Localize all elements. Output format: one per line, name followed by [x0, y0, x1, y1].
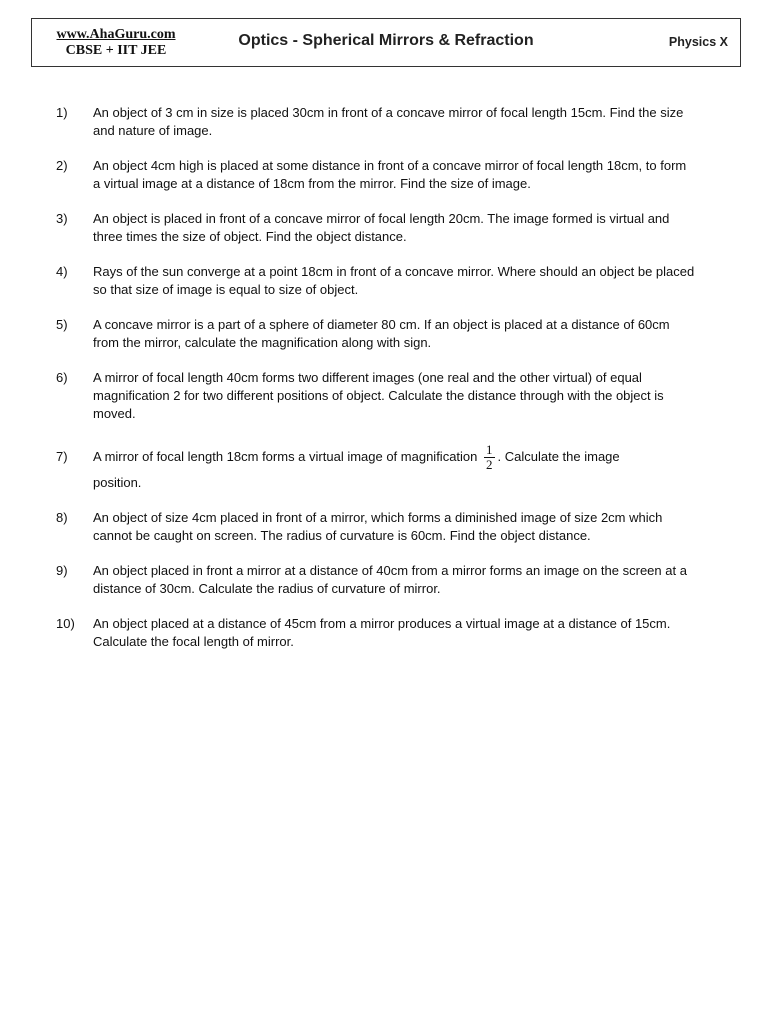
question-item	[56, 157, 696, 193]
question-text: An object placed at a distance of 45cm from a mirror produces a virtual image at a distance of 15cm. Calculate the focal length of mirror.	[93, 616, 671, 649]
question-item	[56, 615, 696, 651]
question-number: 4)	[56, 264, 68, 279]
question-number: 10)	[56, 616, 75, 631]
fraction-numerator: 1	[486, 442, 493, 458]
question-number: 8)	[56, 510, 68, 525]
question-item	[56, 369, 696, 423]
question-text: A concave mirror is a part of a sphere of diameter 80 cm. If an object is placed at a distance of 60cm from the mirror, calculate the magnification along with sign.	[93, 317, 670, 350]
question-number: 6)	[56, 370, 68, 385]
question-number: 9)	[56, 563, 68, 578]
question-text: . Calculate the image	[497, 449, 620, 464]
question-text: An object of size 4cm placed in front of a mirror, which forms a diminished image of size 2cm which cannot be caught on screen. The radius of curvature is 60cm. Find the object distance.	[93, 510, 663, 543]
question-number: 2)	[56, 158, 68, 173]
question-list	[56, 104, 696, 668]
brand-subtitle: CBSE + IIT JEE	[65, 43, 167, 58]
question-item	[56, 440, 696, 492]
question-number: 3)	[56, 211, 68, 226]
question-text: An object placed in front a mirror at a distance of 40cm from a mirror forms an image on the screen at a distance of 30cm. Calculate the radius of curvature of mirror.	[93, 563, 687, 596]
question-text: An object of 3 cm in size is placed 30cm in front of a concave mirror of focal length 15cm. Find the size and nature of image.	[93, 105, 684, 138]
question-text: An object is placed in front of a concave mirror of focal length 20cm. The image formed is virtual and three times the size of object. Find the object distance.	[93, 211, 670, 244]
question-text: A mirror of focal length 40cm forms two different images (one real and the other virtual) of equal magnification 2 for two different positions of object. Calculate the distance through with the object is moved.	[93, 370, 664, 421]
question-text: position.	[93, 475, 142, 490]
subject-label: Physics X	[668, 35, 728, 49]
fraction-denominator: 2	[486, 457, 493, 473]
question-number: 5)	[56, 317, 68, 332]
question-item	[56, 210, 696, 246]
question-text-line	[93, 440, 696, 474]
question-item	[56, 263, 696, 299]
question-item	[56, 104, 696, 140]
question-number: 1)	[56, 105, 68, 120]
question-item	[56, 509, 696, 545]
page-title: Optics - Spherical Mirrors & Refraction	[238, 32, 534, 49]
brand-url[interactable]: www.AhaGuru.com	[56, 27, 176, 42]
page-header	[31, 18, 741, 67]
question-text: Rays of the sun converge at a point 18cm in front of a concave mirror. Where should an object be placed so that size of image is equal to size of object.	[93, 264, 695, 297]
question-item	[56, 562, 696, 598]
question-number: 7)	[56, 449, 68, 464]
fraction	[484, 443, 495, 472]
question-text: An object 4cm high is placed at some distance in front of a concave mirror of focal length 18cm, to form a virtual image at a distance of 18cm from the mirror. Find the size of image.	[93, 158, 687, 191]
question-text: A mirror of focal length 18cm forms a virtual image of magnification	[93, 449, 478, 464]
question-item	[56, 316, 696, 352]
